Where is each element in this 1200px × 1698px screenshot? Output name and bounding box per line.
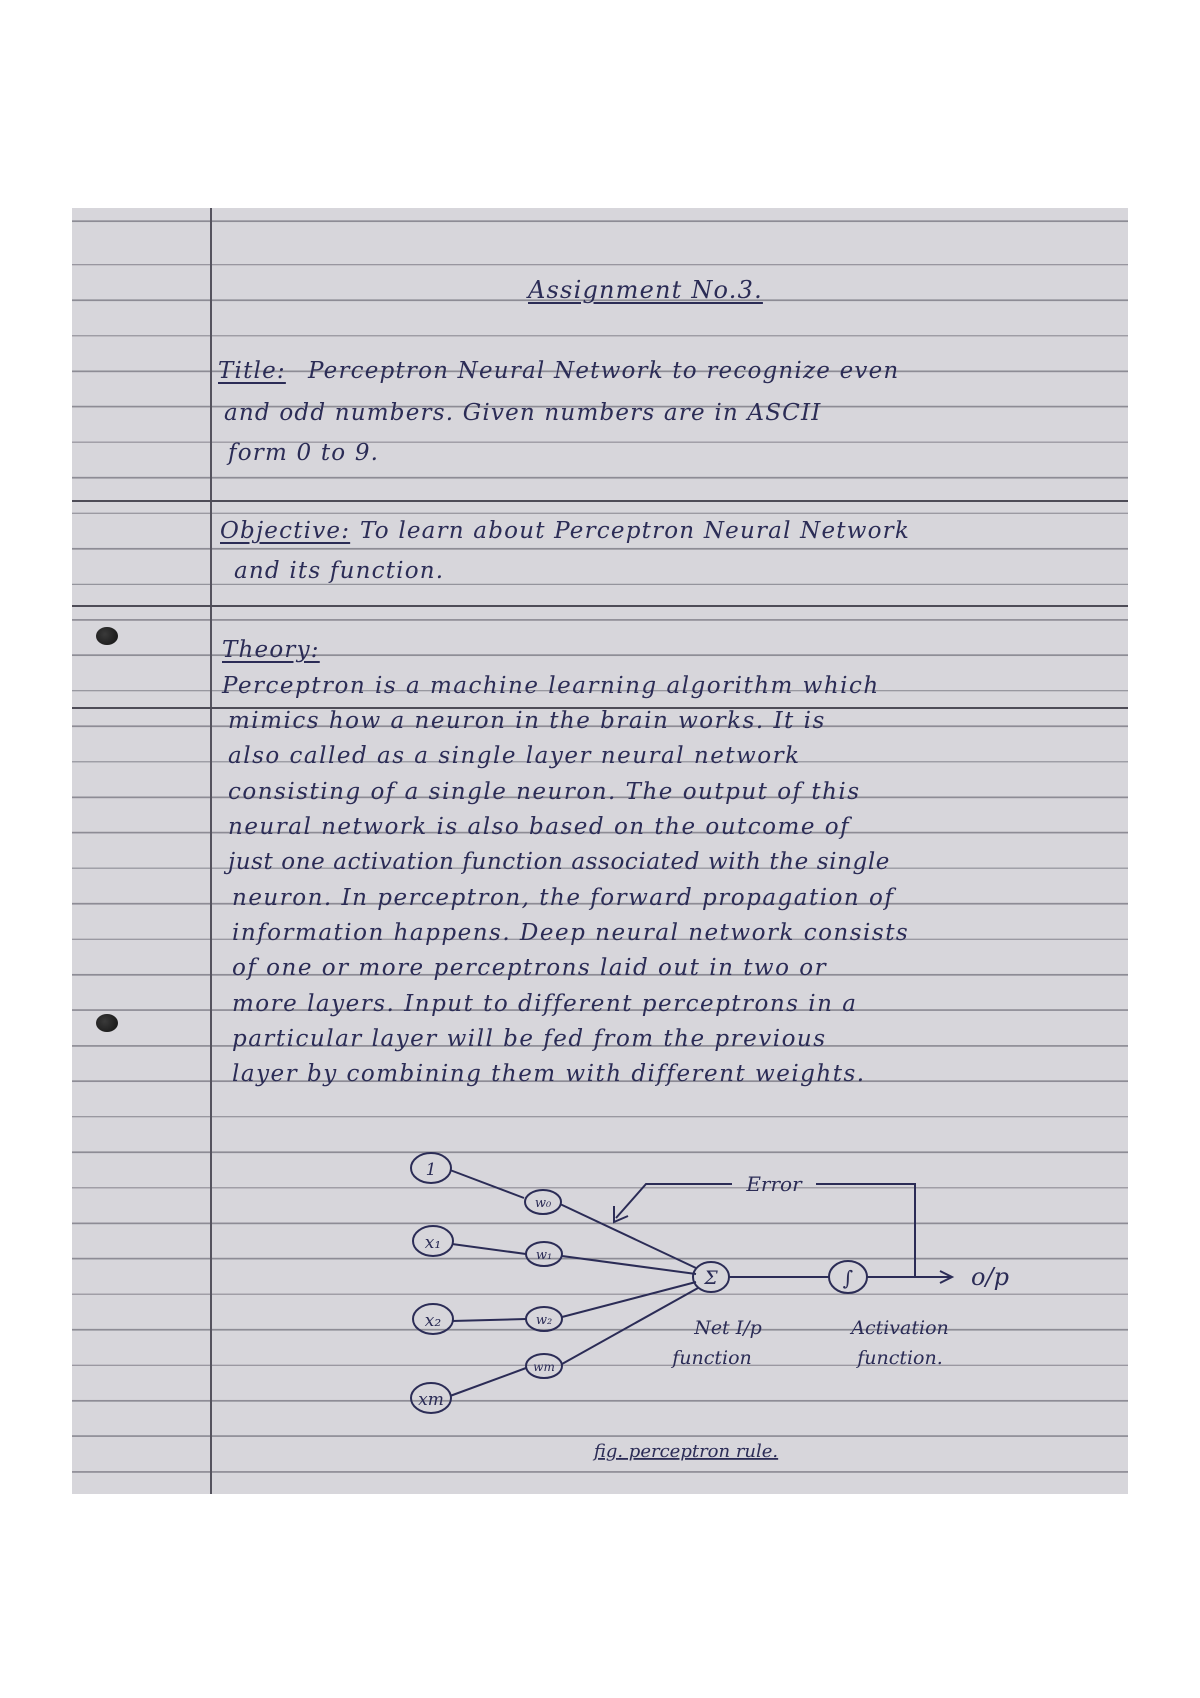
weight-node-w2: w₂ — [535, 1313, 553, 1328]
weight-node-w1: w₁ — [535, 1248, 553, 1263]
title-line: Perceptron Neural Network to recognize even — [308, 358, 900, 384]
theory-line: neural network is also based on the outcome of — [228, 814, 851, 840]
theory-line: particular layer will be fed from the previous — [232, 1026, 827, 1052]
net-input-label: Net I/p — [694, 1317, 762, 1339]
input-node-x1: x₁ — [424, 1233, 442, 1253]
assignment-heading: Assignment No.3. — [528, 276, 763, 304]
objective-line: To learn about Perceptron Neural Network — [360, 518, 911, 544]
title-label: Title: — [218, 358, 286, 384]
theory-line: layer by combining them with different weights. — [232, 1061, 866, 1087]
title-line: form 0 to 9. — [228, 440, 380, 466]
theory-line: neuron. In perceptron, the forward propagation of — [232, 885, 895, 911]
theory-line: more layers. Input to different perceptrons in a — [232, 991, 858, 1017]
objective-line: and its function. — [234, 558, 445, 584]
activation-function-label: Activation — [851, 1317, 949, 1339]
figure-caption: fig. perceptron rule. — [593, 1441, 779, 1462]
theory-line: mimics how a neuron in the brain works. It is — [228, 708, 826, 734]
title-line: and odd numbers. Given numbers are in ASCII — [224, 400, 822, 426]
theory-line: information happens. Deep neural network consists — [232, 920, 910, 946]
weight-node-w0: w₀ — [534, 1196, 552, 1211]
activation-function-label: function. — [857, 1347, 943, 1369]
summation-node: Σ — [704, 1267, 718, 1289]
theory-line: just one activation function associated with the single — [228, 849, 890, 875]
theory-line: consisting of a single neuron. The output of this — [228, 779, 861, 805]
weight-node-wm: wm — [533, 1360, 555, 1374]
input-node-xm: xm — [418, 1390, 444, 1410]
output-label: o/p — [971, 1263, 1009, 1291]
activation-node: ∫ — [842, 1266, 854, 1290]
error-label: Error — [746, 1172, 802, 1196]
input-node-bias: 1 — [425, 1160, 437, 1180]
theory-line: also called as a single layer neural network — [228, 743, 801, 769]
net-input-label: function — [672, 1347, 752, 1369]
theory-line: of one or more perceptrons laid out in two or — [232, 955, 828, 981]
input-node-x2: x₂ — [424, 1311, 442, 1331]
theory-line: Perceptron is a machine learning algorithm which — [222, 673, 880, 699]
theory-heading: Theory: — [222, 637, 320, 663]
objective-label: Objective: — [220, 518, 351, 544]
